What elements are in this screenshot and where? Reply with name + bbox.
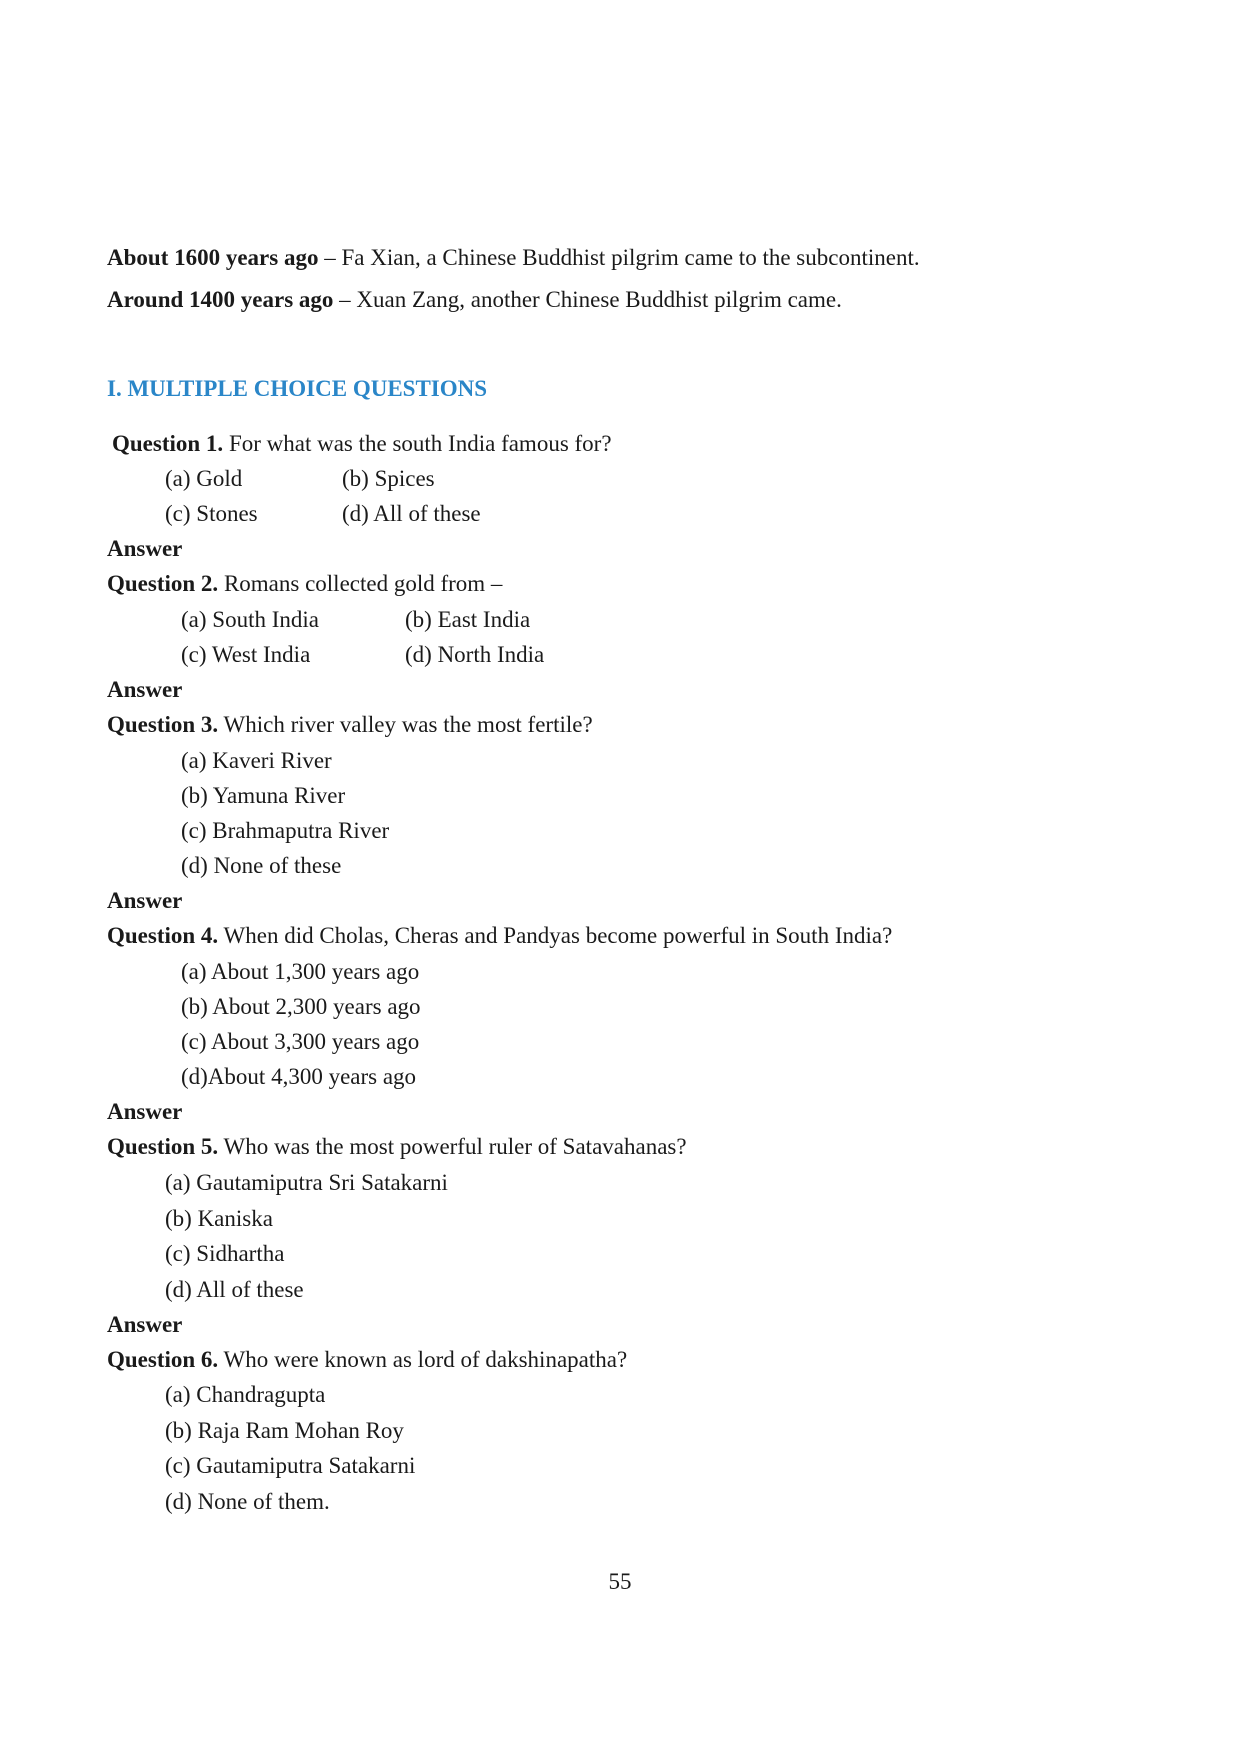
question-text: Romans collected gold from – [218, 571, 503, 596]
question-5 [107, 1133, 687, 1161]
question-label: Question 4. [107, 923, 219, 948]
answer-label-text: Answer [107, 1099, 183, 1124]
timeline-text: Xuan Zang, another Chinese Buddhist pilgrim came. [356, 287, 842, 312]
option-4b: (b) About 2,300 years ago [181, 994, 421, 1019]
option-4a: (a) About 1,300 years ago [181, 959, 420, 984]
answer-label-text: Answer [107, 677, 183, 702]
answer-label [107, 1311, 182, 1339]
question-label: Question 5. [107, 1134, 219, 1159]
timeline-separator: – [333, 287, 357, 312]
timeline-text: Fa Xian, a Chinese Buddhist pilgrim came to the subcontinent. [341, 245, 920, 270]
option-4c: (c) About 3,300 years ago [181, 1029, 420, 1054]
option-5a: (a) Gautamiputra Sri Satakarni [165, 1170, 448, 1195]
option-5c: (c) Sidhartha [165, 1241, 285, 1266]
option-2d: (d) North India [405, 642, 545, 667]
option-1b: (b) Spices [342, 466, 435, 491]
question-text: Who was the most powerful ruler of Satavahanas? [218, 1134, 687, 1159]
option-1d: (d) All of these [342, 501, 481, 526]
answer-label-text: Answer [107, 888, 183, 913]
option-6c: (c) Gautamiputra Satakarni [165, 1453, 416, 1478]
question-1 [112, 430, 612, 458]
question-6 [107, 1346, 627, 1374]
option-5b: (b) Kaniska [165, 1206, 273, 1231]
answer-label [107, 1098, 182, 1126]
question-label: Question 2. [107, 571, 219, 596]
option-2b: (b) East India [405, 607, 531, 632]
option-2a: (a) South India [181, 607, 319, 632]
question-2 [107, 570, 502, 598]
option-3c: (c) Brahmaputra River [181, 818, 390, 843]
timeline-era: Around 1400 years ago [107, 287, 334, 312]
answer-label-text: Answer [107, 1312, 183, 1337]
question-text: For what was the south India famous for? [223, 431, 612, 456]
page-number: 55 [608, 1569, 632, 1594]
option-3b: (b) Yamuna River [181, 783, 346, 808]
question-text: When did Cholas, Cheras and Pandyas become powerful in South India? [218, 923, 893, 948]
question-4 [107, 922, 892, 950]
timeline-entry [107, 286, 842, 314]
option-5d: (d) All of these [165, 1277, 304, 1302]
timeline-entry [107, 244, 920, 272]
option-2c: (c) West India [181, 642, 311, 667]
answer-label [107, 676, 182, 704]
question-text: Who were known as lord of dakshinapatha? [218, 1347, 628, 1372]
question-label: Question 1. [112, 431, 224, 456]
option-6d: (d) None of them. [165, 1489, 330, 1514]
option-6b: (b) Raja Ram Mohan Roy [165, 1418, 404, 1443]
option-1a: (a) Gold [165, 466, 243, 491]
question-3 [107, 711, 593, 739]
question-text: Which river valley was the most fertile? [218, 712, 593, 737]
section-heading: I. MULTIPLE CHOICE QUESTIONS [107, 376, 488, 401]
answer-label [107, 535, 182, 563]
option-1c: (c) Stones [165, 501, 258, 526]
timeline-era: About 1600 years ago [107, 245, 319, 270]
answer-label-text: Answer [107, 536, 183, 561]
question-label: Question 6. [107, 1347, 219, 1372]
option-6a: (a) Chandragupta [165, 1382, 326, 1407]
option-4d: (d)About 4,300 years ago [181, 1064, 417, 1089]
option-3a: (a) Kaveri River [181, 748, 332, 773]
answer-label [107, 887, 182, 915]
question-label: Question 3. [107, 712, 219, 737]
timeline-separator: – [318, 245, 342, 270]
option-3d: (d) None of these [181, 853, 342, 878]
